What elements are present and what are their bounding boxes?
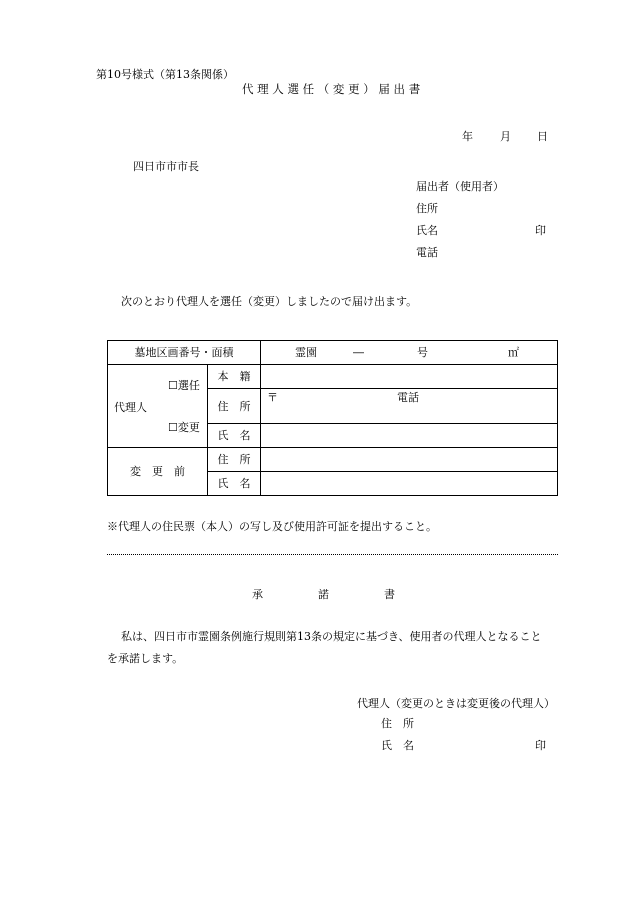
consent-seal: 印	[535, 739, 546, 752]
postal-mark: 〒	[267, 391, 278, 404]
name-label: 氏 名	[217, 429, 251, 442]
form-number: 第10号様式（第13条関係）	[96, 68, 234, 81]
before-address-label: 住 所	[217, 453, 251, 466]
cut-line	[107, 554, 558, 555]
domicile-label: 本 籍	[217, 370, 251, 383]
agent-form-table	[107, 340, 558, 496]
date-year: 年	[462, 130, 473, 143]
plot-label-cell	[108, 341, 261, 365]
address-field[interactable]	[261, 389, 558, 424]
applicant-phone-label: 電話	[416, 246, 438, 259]
applicant-name-label: 氏名	[416, 224, 438, 237]
change-checkbox[interactable]: ☐変更	[168, 421, 200, 434]
plot-unit: ㎡	[508, 346, 519, 359]
consent-title: 承 諾 書	[252, 588, 395, 601]
appoint-checkbox[interactable]: ☐選任	[168, 379, 200, 392]
domicile-label-cell	[208, 365, 261, 389]
before-address-field[interactable]	[261, 448, 558, 472]
address-label-cell	[208, 389, 261, 424]
plot-label: 墓地区画番号・面積	[134, 346, 234, 359]
phone-label: 電話	[397, 391, 419, 404]
name-label-cell	[208, 424, 261, 448]
applicant-seal: 印	[535, 224, 546, 237]
agent-label: 代理人	[114, 401, 147, 414]
addressee: 四日市市市長	[133, 160, 199, 173]
statement: 次のとおり代理人を選任（変更）しましたので届け出ます。	[121, 295, 418, 308]
submission-note: ※代理人の住民票（本人）の写し及び使用許可証を提出すること。	[107, 520, 437, 533]
applicant-heading: 届出者（使用者）	[416, 180, 504, 193]
plot-number: 号	[417, 346, 428, 359]
consent-name-label: 氏 名	[381, 739, 414, 752]
domicile-field[interactable]	[261, 365, 558, 389]
address-label: 住 所	[217, 399, 251, 413]
before-change-label: 変 更 前	[130, 465, 185, 478]
plot-dash: ―	[353, 346, 364, 359]
applicant-address-label: 住所	[416, 202, 438, 215]
document-title: 代 理 人 選 任 （ 変 更 ） 届 出 書	[242, 82, 421, 96]
before-name-label: 氏 名	[217, 477, 251, 490]
plot-value-cell[interactable]	[261, 341, 558, 365]
consent-agent-heading: 代理人（変更のときは変更後の代理人）	[357, 697, 555, 710]
date-month: 月	[500, 130, 511, 143]
plot-cemetery: 霊園	[295, 346, 317, 359]
date-day: 日	[537, 130, 548, 143]
name-field[interactable]	[261, 424, 558, 448]
consent-address-label: 住 所	[381, 717, 414, 730]
agent-label-cell	[108, 365, 208, 448]
consent-body-line1: 私は、四日市市霊園条例施行規則第13条の規定に基づき、使用者の代理人となること	[121, 630, 542, 643]
consent-body-line2: を承諾します。	[107, 652, 184, 665]
before-address-label-cell	[208, 448, 261, 472]
before-change-cell	[108, 448, 208, 496]
before-name-label-cell	[208, 472, 261, 496]
before-name-field[interactable]	[261, 472, 558, 496]
